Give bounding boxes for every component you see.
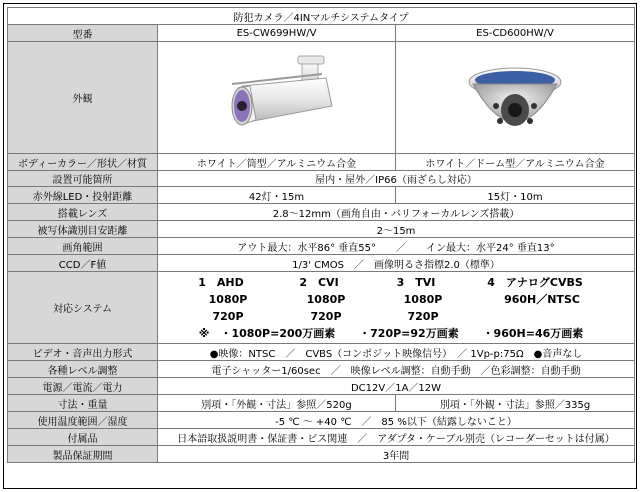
row-label-location: 設置可能箇所 bbox=[8, 171, 158, 187]
body-b: ホワイト／ドーム型／アルミニウム合金 bbox=[396, 154, 635, 171]
row-label-power: 電源／電流／電力 bbox=[8, 378, 158, 395]
power-value: DC12V／1A／12W bbox=[158, 378, 635, 395]
system-res: 1080P bbox=[403, 292, 443, 306]
row-label-appearance: 外観 bbox=[8, 42, 158, 154]
row-label-accessories: 付属品 bbox=[8, 429, 158, 446]
body-row bbox=[8, 154, 635, 171]
row-label-angle: 画角範囲 bbox=[8, 238, 158, 255]
lens-row bbox=[8, 204, 635, 221]
system-note: ・720P=92万画素 bbox=[359, 326, 459, 340]
row-label-video: ビデオ・音声出力形式 bbox=[8, 344, 158, 361]
ir-a: 42灯・15m bbox=[158, 187, 396, 204]
system-col-tvi bbox=[367, 274, 465, 325]
row-label-size: 寸法・重量 bbox=[8, 395, 158, 412]
system-row bbox=[8, 272, 635, 344]
size-b: 別項・「外観・寸法」参照／335g bbox=[396, 395, 635, 412]
row-label-ir: 赤外線LED・投射距離 bbox=[8, 187, 158, 204]
levels-row bbox=[8, 361, 635, 378]
location-row bbox=[8, 171, 635, 187]
row-label-lens: 搭載レンズ bbox=[8, 204, 158, 221]
angle-value: アウト最大：水平86° 垂直55° ／ イン最大：水平24° 垂直13° bbox=[158, 238, 635, 255]
temp-row bbox=[8, 412, 635, 429]
distance-row bbox=[8, 221, 635, 238]
ccd-row bbox=[8, 255, 635, 272]
bullet-camera-icon bbox=[202, 48, 352, 148]
system-res: 720P bbox=[212, 309, 244, 323]
system-title: 1 AHD bbox=[198, 275, 244, 289]
title-row bbox=[8, 8, 635, 25]
temp-value: -5 ℃ ～ +40 ℃ ／ 85 %以下（結露しないこと） bbox=[158, 412, 635, 429]
system-note: ・960H=46万画素 bbox=[482, 326, 584, 340]
warranty-value: 3年間 bbox=[158, 446, 635, 463]
system-col-cvbs bbox=[465, 274, 605, 325]
dome-camera-icon bbox=[440, 48, 590, 148]
body-a: ホワイト／筒型／アルミニウム合金 bbox=[158, 154, 396, 171]
system-res: 1080P bbox=[306, 292, 346, 306]
appearance-row bbox=[8, 42, 635, 154]
spec-sheet-frame bbox=[3, 3, 637, 489]
table-title: 防犯カメラ／4INマルチシステムタイプ bbox=[8, 8, 635, 25]
bullet-camera-photo bbox=[202, 48, 352, 148]
lens-value: 2.8～12mm（画角自由・バリフォーカルレンズ搭載） bbox=[158, 204, 635, 221]
system-grid bbox=[161, 274, 631, 325]
row-label-body: ボディーカラー／形状／材質 bbox=[8, 154, 158, 171]
distance-value: 2～15m bbox=[158, 221, 635, 238]
model-b: ES-CD600HW/V bbox=[396, 25, 635, 42]
power-row bbox=[8, 378, 635, 395]
size-a: 別項・「外観・寸法」参照／520g bbox=[158, 395, 396, 412]
model-row bbox=[8, 25, 635, 42]
accessories-row bbox=[8, 429, 635, 446]
accessories-value: 日本語取扱説明書・保証書・ビス関連 ／ アダプタ・ケーブル別売（レコーダーセットは付属） bbox=[158, 429, 635, 446]
appearance-b bbox=[396, 42, 635, 154]
system-col-cvi bbox=[271, 274, 367, 325]
system-title: 2 CVI bbox=[299, 275, 339, 289]
video-value: ●映像：NTSC ／ CVBS（コンポジット映像信号） ／ 1Vp-p:75Ω ●音声なし bbox=[158, 344, 635, 361]
size-row bbox=[8, 395, 635, 412]
model-a: ES-CW699HW/V bbox=[158, 25, 396, 42]
row-label-warranty: 製品保証期間 bbox=[8, 446, 158, 463]
system-res: 720P bbox=[310, 309, 342, 323]
video-row bbox=[8, 344, 635, 361]
spec-table bbox=[7, 7, 635, 463]
system-value bbox=[158, 272, 635, 344]
system-col-ahd bbox=[171, 274, 271, 325]
ir-row bbox=[8, 187, 635, 204]
row-label-ccd: CCD／F値 bbox=[8, 255, 158, 272]
location-value: 屋内・屋外／IP66（雨ざらし対応） bbox=[158, 171, 635, 187]
row-label-distance: 被写体識別目安距離 bbox=[8, 221, 158, 238]
system-notes bbox=[161, 325, 631, 342]
dome-camera-photo bbox=[440, 48, 590, 148]
row-label-levels: 各種レベル調整 bbox=[8, 361, 158, 378]
system-res: 720P bbox=[407, 309, 439, 323]
system-note: ※ ・1080P=200万画素 bbox=[198, 326, 336, 340]
row-label-model: 型番 bbox=[8, 25, 158, 42]
ir-b: 15灯・10m bbox=[396, 187, 635, 204]
system-title: 3 TVI bbox=[396, 275, 436, 289]
appearance-a bbox=[158, 42, 396, 154]
angle-row bbox=[8, 238, 635, 255]
levels-value: 電子シャッター1/60sec ／ 映像レベル調整：自動手動 ／色彩調整：自動手動 bbox=[158, 361, 635, 378]
ccd-value: 1/3' CMOS ／ 画像明るさ指標2.0（標準） bbox=[158, 255, 635, 272]
system-title: 4 アナログCVBS bbox=[487, 275, 583, 289]
row-label-system: 対応システム bbox=[8, 272, 158, 344]
warranty-row bbox=[8, 446, 635, 463]
system-res: 960H／NTSC bbox=[504, 292, 580, 306]
row-label-temp: 使用温度範囲／湿度 bbox=[8, 412, 158, 429]
system-res: 1080P bbox=[208, 292, 248, 306]
